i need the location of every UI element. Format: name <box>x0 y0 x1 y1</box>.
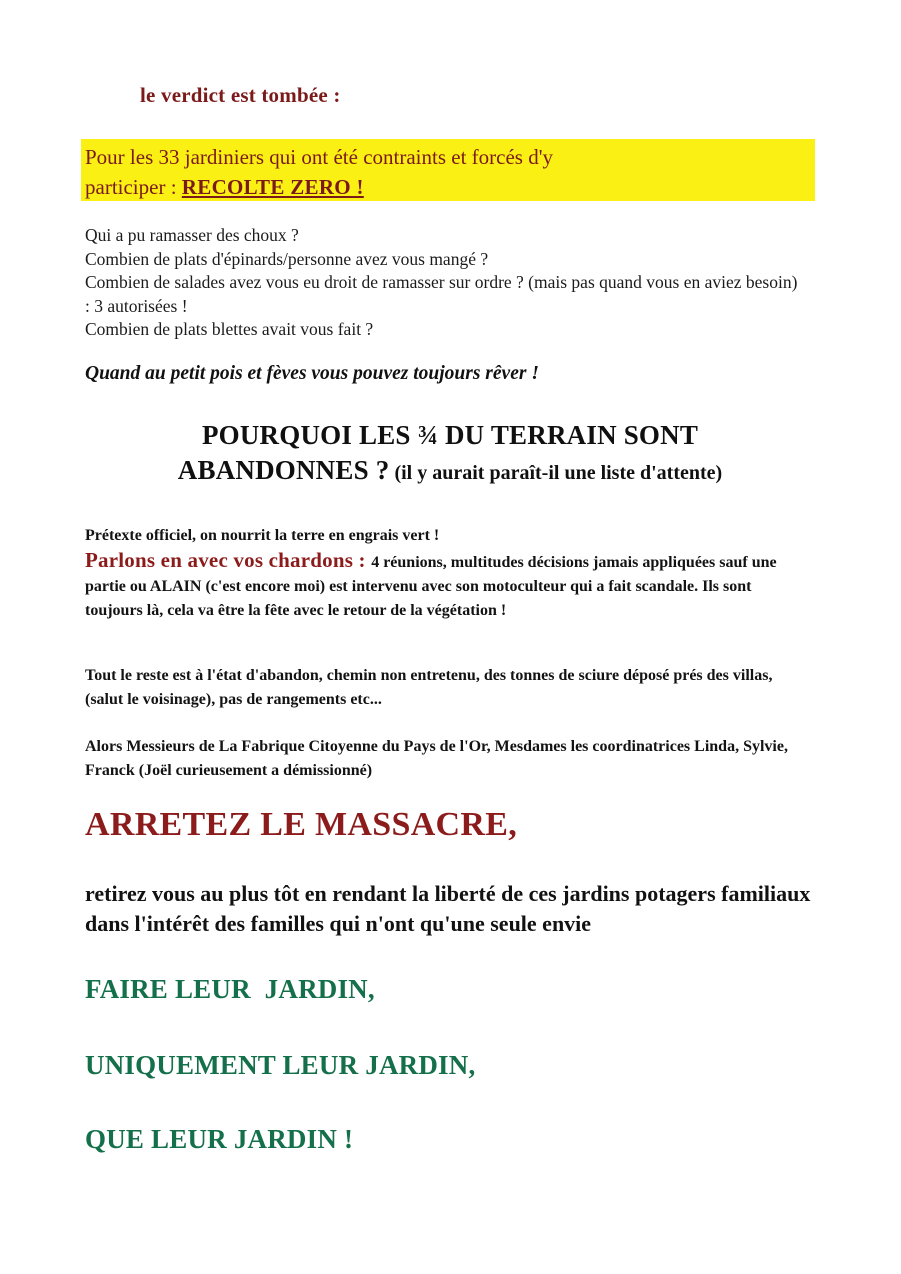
italic-statement: Quand au petit pois et fèves vous pouvez toujours rêver ! <box>85 363 539 384</box>
recolte-zero-emphasis: RECOLTE ZERO ! <box>181 175 364 199</box>
heading-line-1: POURQUOI LES ¾ DU TERRAIN SONT <box>201 420 699 450</box>
questions-block <box>85 224 805 342</box>
massacre-headline: ARRETEZ LE MASSACRE, <box>85 806 518 843</box>
question-item: Qui a pu ramasser des choux ? <box>85 225 299 245</box>
heading-parenthetical: (il y aurait paraît-il une liste d'attente) <box>389 462 723 484</box>
highlighted-banner <box>81 139 815 201</box>
chardons-body: 4 réunions, multitudes décisions jamais appliquées sauf une partie ou ALAIN (c'est encore moi) est intervenu avec son motoculteur qui a fait scandale. Ils sont toujours là, cela va être la fête avec le retour de la végétation ! <box>85 554 777 619</box>
heading-line-2: ABANDONNES ? <box>177 455 390 485</box>
alors-paragraph: Alors Messieurs de La Fabrique Citoyenne du Pays de l'Or, Mesdames les coordinatrices Linda, Sylvie, Franck (Joël curieusement a démissionné) <box>85 738 788 779</box>
question-item: Combien de plats blettes avait vous fait ? <box>85 319 374 339</box>
question-item: Combien de salades avez vous eu droit de ramasser sur ordre ? (mais pas quand vous en aviez besoin) : 3 autorisées ! <box>85 272 798 316</box>
reste-paragraph: Tout le reste est à l'état d'abandon, chemin non entretenu, des tonnes de sciure déposé prés des villas, (salut le voisinage), pas de rangements etc... <box>85 667 773 708</box>
chardons-heading: Parlons en avec vos chardons : <box>85 548 372 572</box>
chardons-paragraph <box>85 548 811 623</box>
highlight-line-2-prefix: participer : <box>85 175 182 199</box>
question-item: Combien de plats d'épinards/personne avez vous mangé ? <box>85 248 489 269</box>
highlight-line-1: Pour les 33 jardiniers qui ont été contraints et forcés d'y <box>85 145 553 169</box>
green-slogan-2: UNIQUEMENT LEUR JARDIN, <box>85 1050 476 1080</box>
retirez-paragraph: retirez vous au plus tôt en rendant la liberté de ces jardins potagers familiaux dans l'intérêt des familles qui n'ont qu'une seule envie <box>85 881 811 936</box>
pretexte-paragraph: Prétexte officiel, on nourrit la terre en engrais vert ! <box>85 527 440 544</box>
green-slogan-1: FAIRE LEUR JARDIN, <box>85 974 375 1004</box>
highlight-line-2 <box>85 177 364 198</box>
green-slogan-3: QUE LEUR JARDIN ! <box>85 1124 354 1154</box>
main-heading <box>85 418 815 491</box>
verdict-title: le verdict est tombée : <box>140 83 341 107</box>
